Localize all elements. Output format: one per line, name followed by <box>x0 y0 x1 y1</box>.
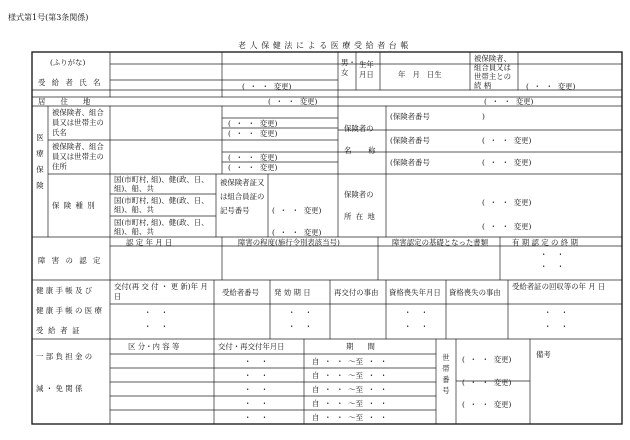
insured-name-change-1: ( ・ ・ 変更) <box>228 119 278 128</box>
hb-dots-a1: ・ ・ <box>144 308 169 317</box>
handbook-col-loss-reason: 資格喪失の事由 <box>449 288 501 297</box>
household-change-1: ( ・ ・ 変更) <box>462 355 512 364</box>
insured-name-label: 被保険者、組合員又は世帯主の氏名 <box>52 108 104 137</box>
handbook-col-loss-date: 資格喪失年月日 <box>389 288 441 297</box>
disability-col-date: 認 定 年 月 日 <box>126 238 173 247</box>
term-dots-1: ・ ・ <box>540 250 565 259</box>
disability-col-docs: 障害認定の基礎となった書類 <box>392 238 489 247</box>
disability-col-degree: 障害の程度(施行令別表該当号) <box>238 238 340 247</box>
hb-dots-a2: ・ ・ <box>144 322 169 331</box>
insured-address-change-1: ( ・ ・ 変更) <box>228 153 278 162</box>
bd-dots-4: ・ ・ <box>244 399 269 408</box>
remarks-label: 備考 <box>536 350 551 359</box>
card-number-change-2: ( ・ ・ 変更) <box>272 228 322 237</box>
birthdate-label: 生年月日 <box>359 60 374 79</box>
bd-dots-5: ・ ・ <box>244 413 269 422</box>
insurer-addr-label-2: 所 在 地 <box>344 212 376 221</box>
sex-label: 男・女 <box>341 58 356 77</box>
address-label: 居 住 地 <box>38 97 93 106</box>
insurer-name-label-1: 保険者の <box>344 124 374 133</box>
term-dots-2: ・ ・ <box>540 262 565 271</box>
bd-period-1: 自 ・ ・ ～至 ・ ・ <box>312 357 388 366</box>
insurer-name-label-2: 名 称 <box>344 146 380 155</box>
bd-period-2: 自 ・ ・ ～至 ・ ・ <box>312 371 388 380</box>
insurance-type-label: 保 険 種 別 <box>52 201 96 210</box>
insured-name-change-2: ( ・ ・ 変更) <box>228 129 278 138</box>
burden-col-period: 期 間 <box>346 342 375 351</box>
handbook-label-3: 受 給 者 証 <box>36 326 80 335</box>
insurer-no-2: (保険者番号 <box>390 136 430 145</box>
hb-dots-b1: ・ ・ <box>288 308 313 317</box>
relation-label: 被保険者、組合員又は世帯主との続 柄 <box>474 54 511 90</box>
burden-col-category: 区 分・内 容 等 <box>128 342 180 351</box>
card-number-label: 被保険者証又は組合員証の記号番号 <box>220 178 265 215</box>
bd-dots-1: ・ ・ <box>244 357 269 366</box>
insured-address-change-2: ( ・ ・ 変更) <box>228 163 278 172</box>
card-number-change: ( ・ ・ 変更) <box>272 206 322 215</box>
disability-label: 障 害 の 認 定 <box>38 256 103 265</box>
insurer-no-3-change: ( ・ ・ 変更) <box>482 158 532 167</box>
handbook-col-recovery: 受給者証の回収等の年 月 日 <box>512 282 606 291</box>
household-change-3: ( ・ ・ 変更) <box>462 400 512 409</box>
form-number: 様式第1号(第3条関係) <box>8 13 89 22</box>
hb-dots-b2: ・ ・ <box>288 322 313 331</box>
bd-period-3: 自 ・ ・ ～至 ・ ・ <box>312 385 388 394</box>
name-change-mark: ( ・ ・ 変更) <box>242 82 292 91</box>
insurance-type-option-1: 国(市町村, 組)、健(政、日、組)、船、共 <box>114 175 209 193</box>
insurer-addr-change-2: ( ・ ・ 変更) <box>482 222 532 231</box>
bd-period-5: 自 ・ ・ ～至 ・ ・ <box>312 413 388 422</box>
household-change-2: ( ・ ・ 変更) <box>462 378 512 387</box>
handbook-label-1: 健 康 手 帳 及 び <box>36 286 93 295</box>
insurer-addr-change-1: ( ・ ・ 変更) <box>482 198 532 207</box>
insurance-type-option-3: 国(市町村, 組)、健(政、日、組)、船、共 <box>114 218 209 236</box>
handbook-col-issue: 交付(再 交 付 ・ 更 新)年 月 日 <box>114 282 208 301</box>
household-number-label: 世帯番号 <box>442 353 450 395</box>
burden-col-issue-date: 交付・再交付年月日 <box>218 342 285 351</box>
furigana-label: (ふりがな) <box>50 58 86 67</box>
hb-dots-c1: ・ ・ <box>404 308 429 317</box>
page-title: 老人保健法による医療受給者台帳 <box>238 41 412 50</box>
bd-dots-2: ・ ・ <box>244 371 269 380</box>
insurer-no-1: (保険者番号 <box>390 112 430 121</box>
address-change-mark: ( ・ ・ 変更) <box>268 97 318 106</box>
address-change-mark-2: ( ・ ・ 変更) <box>484 97 534 106</box>
burden-label-2: 減 ・ 免 関 係 <box>36 384 83 393</box>
insurer-no-3: (保険者番号 <box>390 158 430 167</box>
hb-dots-d2: ・ ・ <box>544 322 569 331</box>
insurer-no-2-change: ( ・ ・ 変更) <box>482 136 532 145</box>
handbook-col-number: 受給者番号 <box>222 288 259 297</box>
recipient-name-label: 受 給 者 氏 名 <box>38 78 103 87</box>
insurer-addr-label-1: 保険者の <box>344 190 374 199</box>
handbook-col-reissue-reason: 再交付の事由 <box>334 288 379 297</box>
insurer-no-1-close: ) <box>482 112 485 121</box>
hb-dots-c2: ・ ・ <box>404 322 429 331</box>
relation-change-mark: ( ・ ・ 変更) <box>526 82 576 91</box>
insured-address-label: 被保険者、組合員又は世帯主の住所 <box>52 142 104 171</box>
handbook-label-2: 健 康 手 帳 の 医 療 <box>36 306 102 315</box>
burden-label-1: 一 部 負 担 金 の <box>36 352 93 361</box>
bd-period-4: 自 ・ ・ ～至 ・ ・ <box>312 399 388 408</box>
birthdate-value: 年 月 日生 <box>398 70 442 79</box>
bd-dots-3: ・ ・ <box>244 385 269 394</box>
medical-insurance-label: 医療保険 <box>36 133 44 190</box>
disability-col-term: 有 期 認 定 の 終 期 <box>512 238 578 247</box>
hb-dots-d1: ・ ・ <box>544 308 569 317</box>
handbook-col-effective: 発 効 期 日 <box>274 288 311 297</box>
insurance-type-option-2: 国(市町村, 組)、健(政、日、組)、船、共 <box>114 196 209 214</box>
